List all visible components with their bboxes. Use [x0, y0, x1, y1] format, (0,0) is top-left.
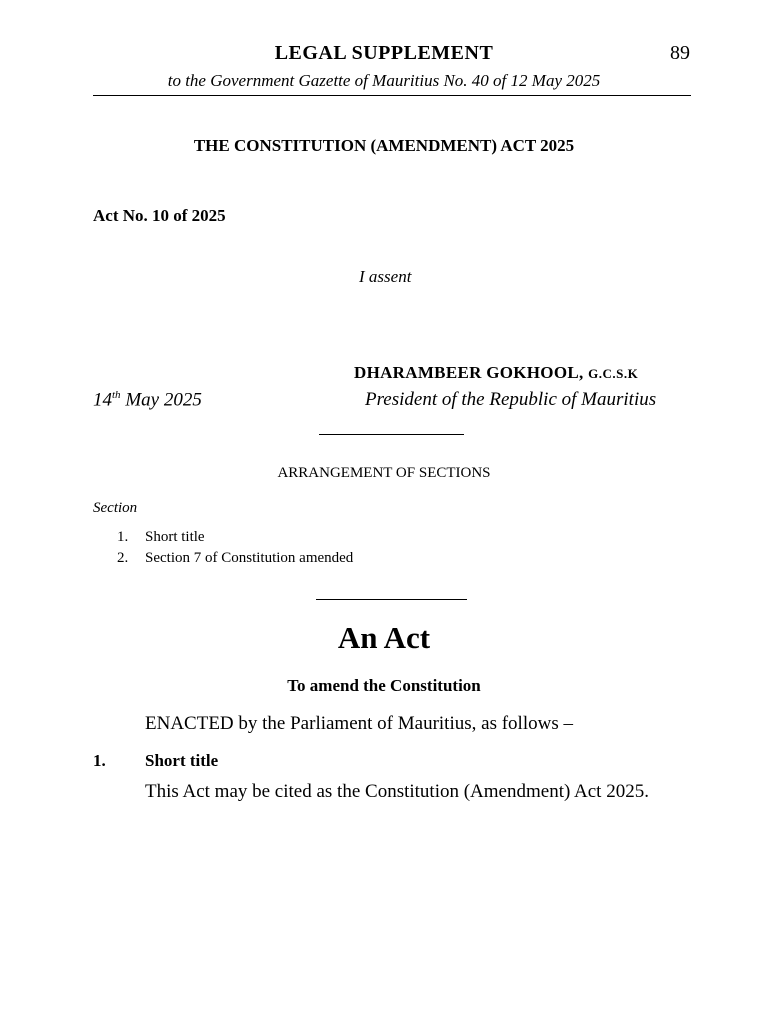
section-heading: Short title — [145, 751, 219, 770]
page-number: 89 — [670, 42, 690, 64]
header-divider — [93, 95, 691, 96]
section-number: 1. — [93, 751, 106, 770]
supplement-title: LEGAL SUPPLEMENT — [274, 42, 494, 64]
section-column-label: Section — [93, 500, 138, 516]
signatory-name-text: DHARAMBEER GOKHOOL, — [354, 363, 589, 382]
date-day: 14 — [93, 389, 112, 411]
divider-short — [319, 434, 464, 435]
arrangement-heading: ARRANGEMENT OF SECTIONS — [277, 465, 491, 481]
act-purpose: To amend the Constitution — [287, 676, 481, 695]
toc-item-label: Short title — [145, 529, 205, 545]
gazette-subtitle: to the Government Gazette of Mauritius No. 40 of 12 May 2025 — [167, 71, 601, 90]
toc-item-number: 2. — [117, 550, 129, 566]
divider-short — [316, 599, 467, 600]
toc-item-number: 1. — [117, 529, 129, 545]
signatory-role: President of the Republic of Mauritius — [365, 389, 657, 410]
section-text: This Act may be cited as the Constitution (Amendment) Act 2025. — [145, 781, 649, 802]
date-suffix: th — [112, 389, 121, 401]
enacting-clause: ENACTED by the Parliament of Mauritius, as follows – — [145, 713, 573, 734]
assent-text: I assent — [359, 267, 412, 286]
signatory-name — [354, 363, 638, 383]
assent-date — [93, 389, 202, 411]
toc-item — [117, 550, 353, 567]
date-month-year: May 2025 — [120, 389, 202, 411]
toc-item — [117, 529, 205, 546]
act-title: THE CONSTITUTION (AMENDMENT) ACT 2025 — [193, 136, 575, 155]
toc-item-label: Section 7 of Constitution amended — [145, 550, 354, 566]
signatory-postnominal: G.C.S.K — [588, 366, 639, 381]
act-number: Act No. 10 of 2025 — [93, 206, 226, 225]
act-heading: An Act — [337, 620, 431, 655]
